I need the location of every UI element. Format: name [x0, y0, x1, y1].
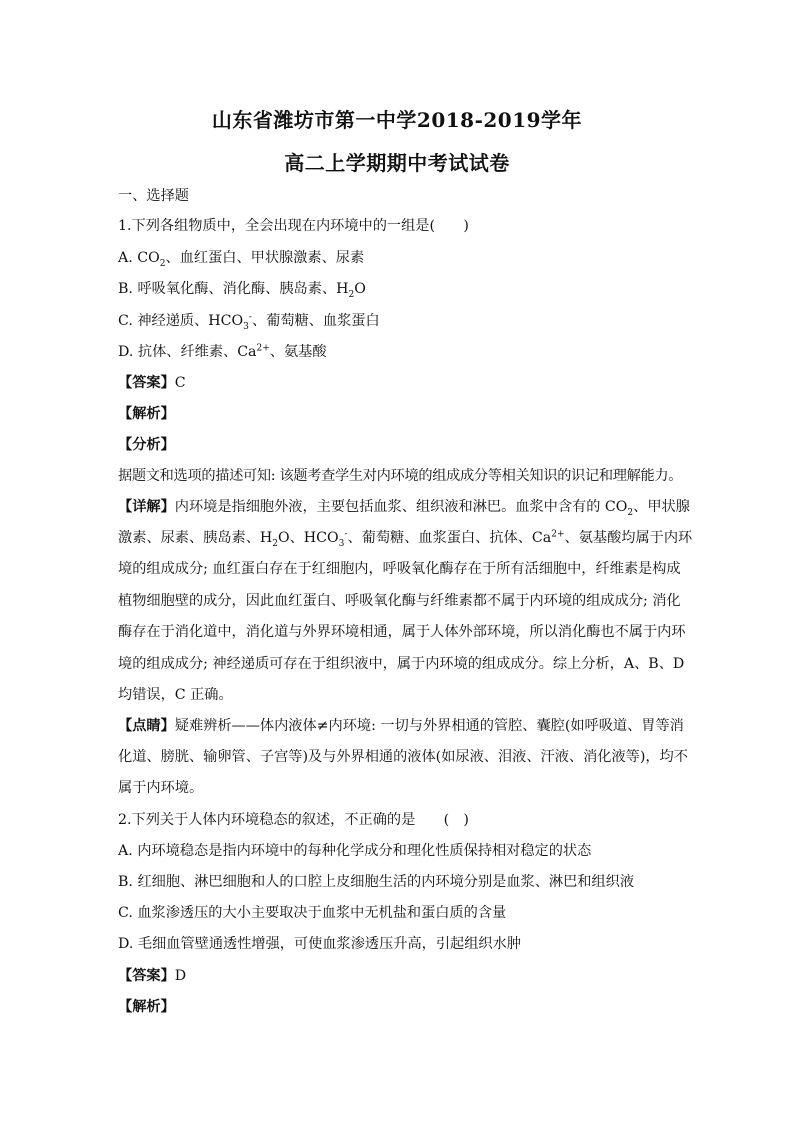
section-heading: 一、选择题 — [118, 188, 189, 204]
q2-jiexi-heading: 【解析】 — [118, 999, 175, 1015]
q2-option-c: C. 血浆渗透压的大小主要取决于血浆中无机盐和蛋白质的含量 — [118, 905, 507, 921]
page-title-line2: 高二上学期期中考试试卷 — [284, 151, 510, 175]
q1-jiexi-heading: 【解析】 — [118, 406, 175, 422]
q1-option-c: C. 神经递质、$HCO_3^-$、葡萄糖、血浆蛋白 — [118, 312, 380, 332]
q2-option-d: D. 毛细血管壁通透性增强，可使血浆渗透压升高，引起组织水肿 — [118, 936, 521, 952]
q1-detail-line3: 境的组成成分; 血红蛋白存在于红细胞内，呼吸氧化酶存在于所有活细胞中，纤维素是构成 — [118, 561, 681, 577]
q2-answer: 【答案】D — [118, 968, 187, 984]
q1-detail-line4: 植物细胞壁的成分，因此血红蛋白、呼吸氧化酶与纤维素都不属于内环境的组成成分; 消化 — [118, 593, 681, 609]
q2-option-b: B. 红细胞、淋巴细胞和人的口腔上皮细胞生活的内环境分别是血浆、淋巴和组织液 — [118, 874, 635, 890]
q1-fenxi-text: 据题文和选项的描述可知: 该题考查学生对内环境的组成成分等相关知识的识记和理解能力。 — [118, 468, 683, 484]
q1-fenxi-heading: 【分析】 — [118, 437, 175, 453]
q1-option-a: A. $CO_2$、血红蛋白、甲状腺激素、尿素 — [118, 250, 365, 269]
q1-detail-line1: 【详解】内环境是指细胞外液，主要包括血浆、组织液和淋巴。血浆中含有的 $CO_2$、甲状腺 — [118, 499, 690, 518]
q2-option-a: A. 内环境稳态是指内环境中的每种化学成分和理化性质保持相对稳定的状态 — [118, 843, 592, 859]
q1-detail-line6: 境的组成成分; 神经递质可存在于组织液中，属于内环境的组成成分。综上分析，A、B、D — [118, 656, 685, 672]
q1-detail-line7: 均错误，C 正确。 — [118, 687, 233, 703]
q1-option-b: B. 呼吸氧化酶、消化酶、胰岛素、$H_2O$ — [118, 281, 366, 300]
page-title-line1: 山东省潍坊市第一中学2018-2019学年 — [211, 108, 583, 132]
q1-detail-line5: 酶存在于消化道中，消化道与外界环境相通，属于人体外部环境，所以消化酶也不属于内环 — [118, 624, 686, 640]
q2-stem: 2.下列关于人体内环境稳态的叙述，不正确的是 ( ) — [118, 812, 469, 828]
q1-answer: 【答案】C — [118, 375, 186, 391]
q1-dianjing-line2: 化道、膀胱、输卵管、子宫等)及与外界相通的液体(如尿液、泪液、汗液、消化液等)，均不 — [118, 749, 688, 765]
q1-detail-line2: 激素、尿素、胰岛素、$H_2O$、$HCO_3^-$、葡萄糖、血浆蛋白、抗体、$Ca^{2+}$、氨基酸均属于内环 — [118, 529, 693, 549]
q1-dianjing-line1: 【点睛】疑难辨析——体内液体≠内环境: 一切与外界相通的管腔、囊腔(如呼吸道、胃等消 — [118, 718, 684, 734]
q1-dianjing-line3: 属于内环境。 — [118, 780, 204, 796]
q1-stem: 1.下列各组物质中，全会出现在内环境中的一组是( ) — [118, 218, 469, 234]
q1-option-d: D. 抗体、纤维素、$Ca^{2+}$、氨基酸 — [118, 343, 327, 360]
